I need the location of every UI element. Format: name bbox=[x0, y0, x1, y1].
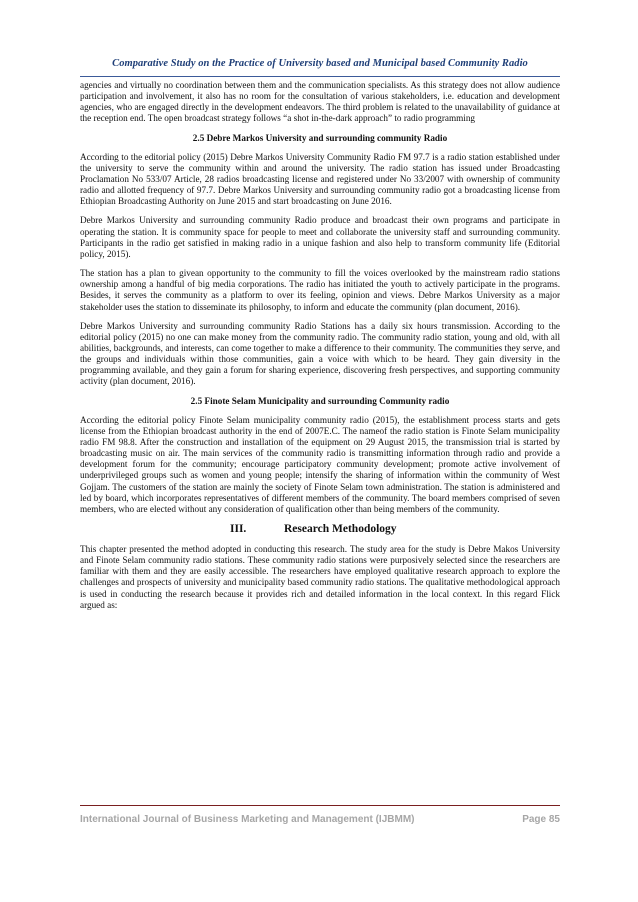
paragraph-finote-selam: According the editorial policy Finote Selam municipality community radio (2015), the establishment process starts and gets license from the Ethiopian broadcast authority in the end of 2007E.C. The nameof the radio station is Finote Selam municipality radio FM 98.8. After the construction and installation of the equipment on 29 August 2015, the transmission trial is started by broadcasting music on air. The main services of the community radio is transmitting information through radio and provide a development forum for the community; encourage participatory community development; promote active involvement of underprivileged groups such as women and young people; intensify the sharing of information within the community of West Gojjam. The customers of the station are mainly the society of Finote Selam town administration. The station is administered and led by board, which incorporates representatives of different members of the community. The board members comprised of seven members, who are elected without any consideration of qualification other than being members of the community. bbox=[80, 414, 560, 514]
section-heading-research-methodology bbox=[80, 523, 560, 536]
section-heading-debre-markos: 2.5 Debre Markos University and surrounding community Radio bbox=[192, 132, 448, 143]
paragraph-dmu-programs: Debre Markos University and surrounding community Radio produce and broadcast their own programs and participate in operating the station. It is community space for people to meet and collaborate the university staff and surrounding community. Participants in the radio get satisfied in making radio in a unique fashion and also help to transform community life (Editorial policy, 2015). bbox=[80, 215, 560, 259]
paragraph-dmu-editorial-policy: According to the editorial policy (2015) Debre Markos University Community Radio FM 97.7 is a radio station established under the university to serve the community within and around the university. The radio station has issued under Broadcasting Proclamation No 533/07 Article, 28 radios broadcasting license and registered under No 33/2007 with ownership of community radio and allotted frequency of 97.7. Debre Markos University and surrounding community radio got a broadcasting license from Ethiopian Broadcasting Authority on June 2015 and start broadcasting on June 2016. bbox=[80, 151, 560, 207]
paragraph-research-methodology: This chapter presented the method adopted in conducting this research. The study area for the study is Debre Makos University and Finote Selam community radio stations. These community radio stations were purposively selected since the researchers are familiar with them and they are easily accessible. The researchers have employed qualitative research approach to explore the challenges and prospects of university and municipality based community radio stations. The qualitative methodological approach is used in conducting the research because it provides rich and detailed information in the local context. In this regard Flick argued as: bbox=[80, 544, 560, 610]
page-body bbox=[80, 80, 560, 619]
paragraph-dmu-plan: The station has a plan to givean opportunity to the community to fill the voices overlooked by the mainstream radio stations ownership among a handful of big media corporations. The radio has initiated the youth to actively participate in the programs. Besides, it serves the community as a platform to over its feeling, opinion and views. Debre Markos University as a major stakeholder uses the station to disseminate its philosophy, to inform and educate the community (plan document, 2016). bbox=[80, 268, 560, 312]
header-divider bbox=[80, 76, 560, 77]
footer-divider bbox=[80, 805, 560, 806]
footer-page-number: Page 85 bbox=[522, 814, 560, 825]
section-title: Research Methodology bbox=[284, 523, 397, 535]
section-heading-finote-selam: 2.5 Finote Selam Municipality and surrounding Community radio bbox=[190, 395, 450, 406]
footer-journal-name: International Journal of Business Marketing and Management (IJBMM) bbox=[80, 814, 415, 825]
paragraph-dmu-transmission: Debre Markos University and surrounding community Radio Stations has a daily six hours transmission. According to the editorial policy (2015) no one can make money from the community radio. The community radio station, young and old, with all abilities, backgrounds, and interests, can come together to make a difference to their community. The communities they serve, and the groups and individuals within those communities, gain a voice with which to be heard. They gain diversity in the programming available, and they gain a forum for sharing experience, discovering fresh perspectives, and supporting community activity (plan document, 2016). bbox=[80, 320, 560, 387]
running-header-title: Comparative Study on the Practice of University based and Municipal based Community Radio bbox=[112, 58, 528, 69]
paragraph-intro: agencies and virtually no coordination between them and the communication specialists. As this strategy does not allow audience participation and involvement, it also has no room for the consultation of various stakeholders, i.e. education and development agencies, who are engaged directly in the development endeavors. The third problem is related to the unavailability of guidance at the reception end. The open broadcast strategy follows “a shot in-the-dark approach” to radio programming bbox=[80, 80, 560, 124]
section-number: III. bbox=[230, 523, 247, 535]
